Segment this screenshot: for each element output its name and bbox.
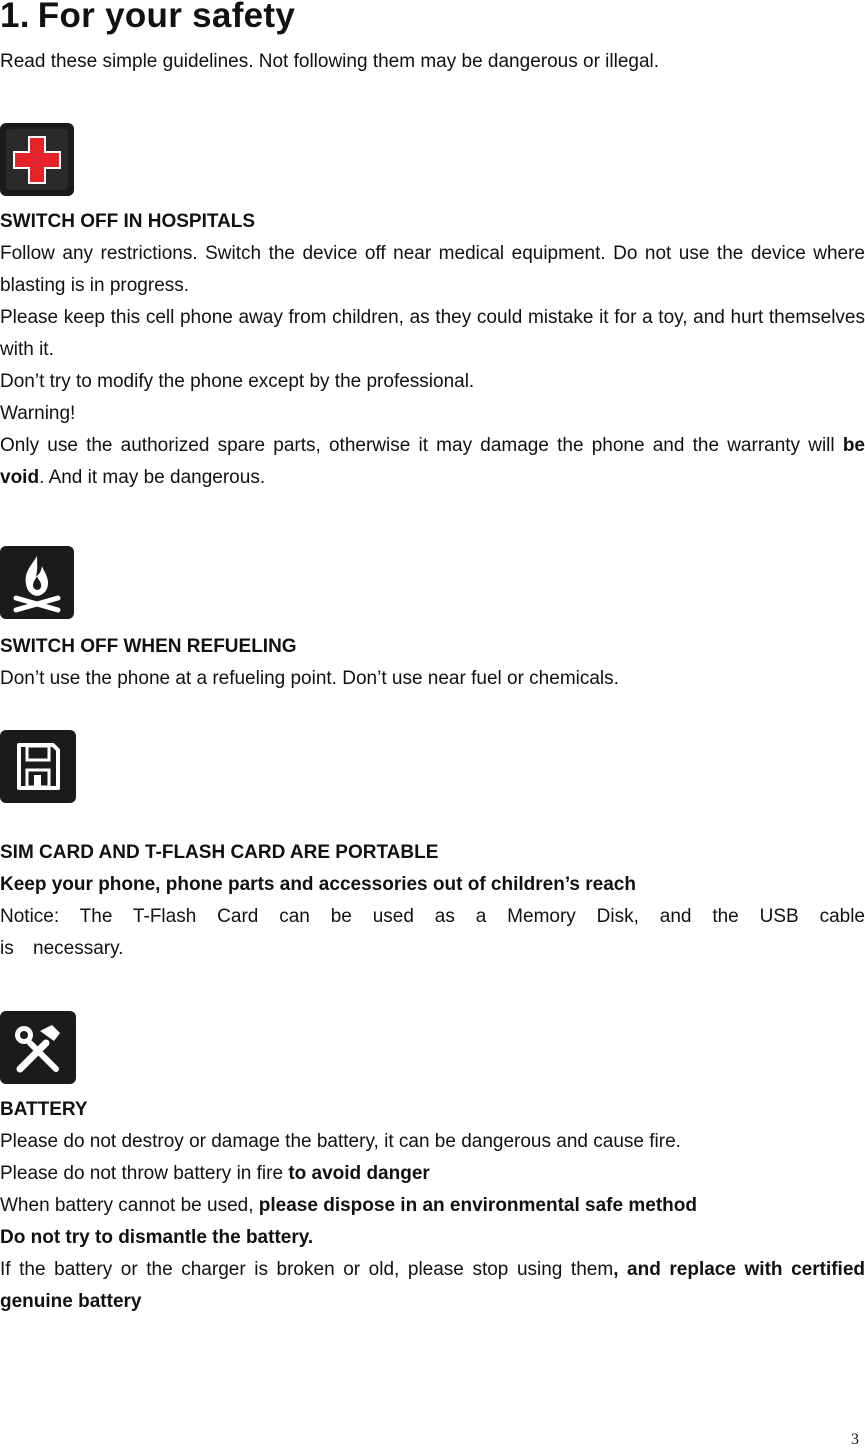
page-title (0, 0, 295, 36)
section-heading: SIM CARD AND T-FLASH CARD ARE PORTABLE (0, 842, 439, 863)
section-paragraph (0, 1254, 865, 1318)
title-number: 1. (0, 0, 30, 35)
section-heading: SWITCH OFF WHEN REFUELING (0, 636, 297, 657)
section-paragraph: Don’t use the phone at a refueling point. Don’t use near fuel or chemicals. (0, 668, 619, 689)
text-run: . And it may be dangerous. (39, 467, 266, 488)
bold-run: be void (0, 435, 865, 488)
section-paragraph: Don’t try to modify the phone except by the professional. (0, 371, 475, 392)
text-run: If the battery or the charger is broken or old, please stop using them (0, 1259, 614, 1280)
bold-run: , and replace with certified genuine battery (0, 1259, 865, 1312)
title-text: For your safety (37, 0, 296, 35)
bold-run: please dispose in an environmental safe method (258, 1195, 697, 1216)
section-paragraph: Follow any restrictions. Switch the device off near medical equipment. Do not use the device where blasting is in progress. (0, 243, 865, 296)
warning-label: Warning! (0, 403, 76, 424)
section-paragraph: Please do not destroy or damage the battery, it can be dangerous and cause fire. (0, 1131, 681, 1152)
red-cross-icon (0, 123, 74, 196)
intro-text: Read these simple guidelines. Not following them may be dangerous or illegal. (0, 51, 660, 72)
memory-card-icon (0, 730, 76, 803)
section-paragraph: Please keep this cell phone away from children, as they could mistake it for a toy, and hurt themselves with it. (0, 307, 865, 360)
section-heading: SWITCH OFF IN HOSPITALS (0, 211, 256, 232)
section-paragraph (0, 1190, 865, 1222)
section-battery (0, 1011, 865, 1318)
section-paragraph (0, 430, 865, 494)
section-paragraph (0, 1158, 865, 1190)
section-sim-card (0, 730, 865, 965)
section-heading: BATTERY (0, 1099, 88, 1120)
text-run: When battery cannot be used, (0, 1195, 259, 1216)
section-bold-line: Do not try to dismantle the battery. (0, 1227, 314, 1248)
section-paragraph: Notice: The T-Flash Card can be used as a Memory Disk, and the USB cable is necessary. (0, 906, 865, 959)
section-subheading: Keep your phone, phone parts and accessories out of children’s reach (0, 874, 636, 895)
text-run: Only use the authorized spare parts, otherwise it may damage the phone and the warranty will (0, 435, 843, 456)
page-number: 3 (851, 1431, 859, 1448)
tools-icon (0, 1011, 76, 1084)
bold-run: to avoid danger (288, 1163, 430, 1184)
fire-icon (0, 546, 74, 619)
section-hospitals (0, 123, 865, 494)
text-run: Please do not throw battery in fire (0, 1163, 289, 1184)
section-refueling (0, 546, 865, 695)
